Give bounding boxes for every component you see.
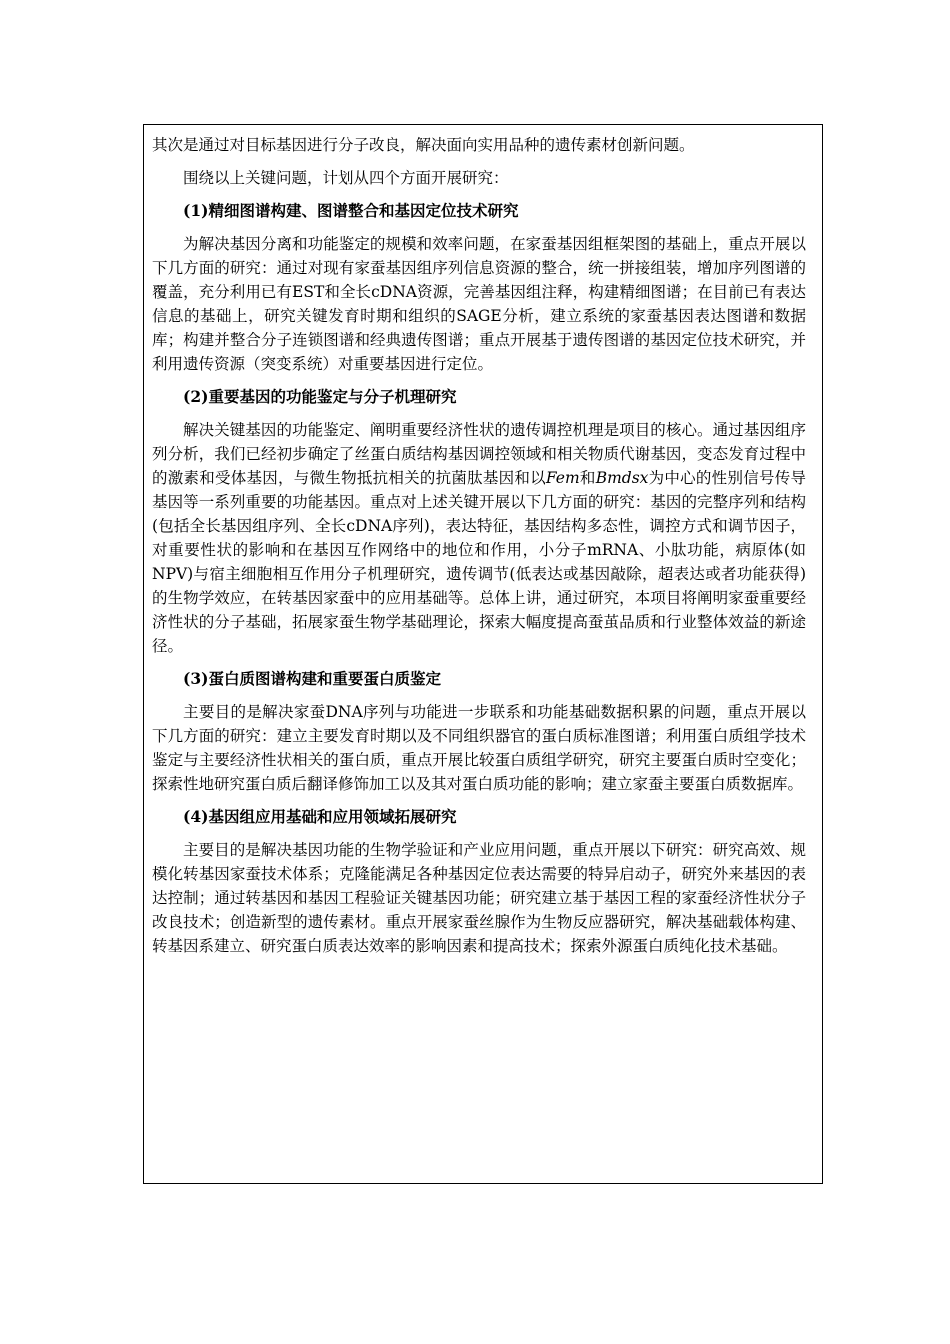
gene-name-bmdsx: Bmdsx	[595, 469, 649, 487]
conjunction-and: 和	[579, 469, 596, 487]
section-1-heading: (1)精细图谱构建、图谱整合和基因定位技术研究	[183, 201, 519, 220]
plan-paragraph: 围绕以上关键问题，计划从四个方面开展研究：	[183, 169, 509, 187]
section-3-body: 主要目的是解决家蚕DNA序列与功能进一步联系和功能基础数据积累的问题，重点开展以下几方面的研究：建立主要发育时期以及不同组织器官的蛋白质标准图谱；利用蛋白质组学技术鉴定与主要经济性状相关的蛋白质，重点开展比较蛋白质组学研究，研究主要蛋白质时空变化；探索性地研究蛋白质后翻译修饰加工以及其对蛋白质功能的影响；建立家蚕主要蛋白质数据库。	[152, 703, 806, 793]
document-body	[152, 133, 806, 958]
intro-continuation-paragraph: 其次是通过对目标基因进行分子改良，解决面向实用品种的遗传素材创新问题。	[152, 136, 695, 154]
section-2-body-part-2: 为中心的性别信号传导基因等一系列重要的功能基因。重点对上述关键开展以下几方面的研究：基因的完整序列和结构(包括全长基因组序列、全长cDNA序列)，表达特征，基因结构多态性，调控方式和调节因子，对重要性状的影响和在基因互作网络中的地位和作用，小分子mRNA、小肽功能，病原体(如NPV)与宿主细胞相互作用分子机理研究，遗传调节(低表达或基因敲除，超表达或者功能获得)的生物学效应，在转基因家蚕中的应用基础等。总体上讲，通过研究，本项目将阐明家蚕重要经济性状的分子基础，拓展家蚕生物学基础理论，探索大幅度提高蚕茧品质和行业整体效益的新途径。	[152, 469, 806, 655]
section-2-body-part-1: 解决关键基因的功能鉴定、阐明重要经济性状的遗传调控机理是项目的核心。通过基因组序列分析，我们已经初步确定了丝蛋白质结构基因调控领域和相关物质代谢基因，变态发育过程中的激素和受体基因，与微生物抵抗相关的抗菌肽基因和以	[152, 421, 806, 487]
section-2-heading: (2)重要基因的功能鉴定与分子机理研究	[183, 387, 457, 406]
section-3-heading: (3)蛋白质图谱构建和重要蛋白质鉴定	[183, 669, 441, 688]
section-4-body: 主要目的是解决基因功能的生物学验证和产业应用问题，重点开展以下研究：研究高效、规模化转基因家蚕技术体系；克隆能满足各种基因定位表达需要的特异启动子，研究外来基因的表达控制；通过转基因和基因工程验证关键基因功能；研究建立基于基因工程的家蚕经济性状分子改良技术；创造新型的遗传素材。重点开展家蚕丝腺作为生物反应器研究，解决基础载体构建、转基因系建立、研究蛋白质表达效率的影响因素和提高技术；探索外源蛋白质纯化技术基础。	[152, 841, 806, 955]
section-1-body: 为解决基因分离和功能鉴定的规模和效率问题，在家蚕基因组框架图的基础上，重点开展以下几方面的研究：通过对现有家蚕基因组序列信息资源的整合，统一拼接组装，增加序列图谱的覆盖，充分利用已有EST和全长cDNA资源，完善基因组注释，构建精细图谱；在目前已有表达信息的基础上，研究关键发育时期和组织的SAGE分析，建立系统的家蚕基因表达图谱和数据库；构建并整合分子连锁图谱和经典遗传图谱；重点开展基于遗传图谱的基因定位技术研究，并利用遗传资源（突变系统）对重要基因进行定位。	[152, 235, 806, 373]
section-2-body	[152, 418, 806, 658]
section-4-heading: (4)基因组应用基础和应用领域拓展研究	[183, 807, 457, 826]
gene-name-fem: Fem	[545, 469, 580, 487]
